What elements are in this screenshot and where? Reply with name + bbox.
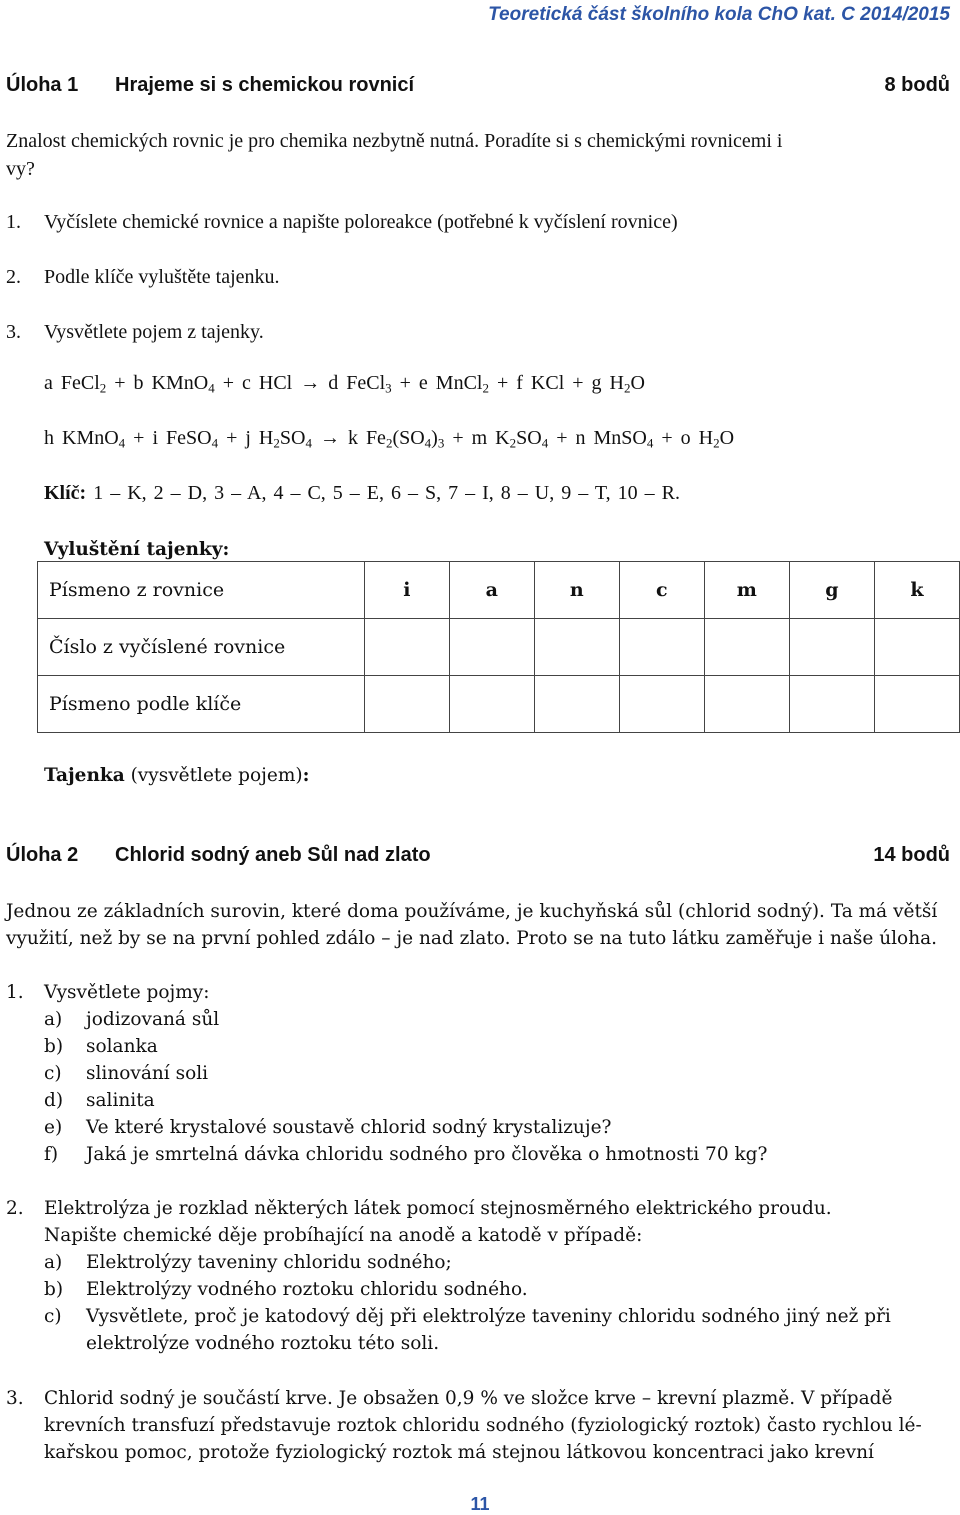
solution-label: Vyluštění tajenky: <box>44 539 230 560</box>
task1-item-text: Vyčíslete chemické rovnice a napište poloreakce (potřebné k vyčíslení rovnice) <box>44 211 678 233</box>
row-label-key-letters: Písmeno podle klíče <box>38 676 365 733</box>
tajenka-line <box>44 762 309 789</box>
key-letter-cell[interactable] <box>534 676 619 733</box>
key-letter-cell[interactable] <box>449 676 534 733</box>
q3-line1: Chlorid sodný je součástí krve. Je obsažen 0,9 % ve složce krve – krevní plazmě. V případě <box>44 1388 893 1409</box>
tajenka-colon: : <box>302 765 310 786</box>
task1-title: Hrajeme si s chemickou rovnicí <box>115 74 415 96</box>
key-letter-cell[interactable] <box>704 676 789 733</box>
task1-points: 8 bodů <box>884 74 950 96</box>
list-item: c) slinování soli <box>44 1063 209 1084</box>
task1-item-text: Vysvětlete pojem z tajenky. <box>44 321 264 343</box>
key-letter-cell[interactable] <box>789 676 874 733</box>
number-cell[interactable] <box>534 619 619 676</box>
task1-intro-line1: Znalost chemických rovnic je pro chemika nezbytně nutná. Poradíte si s chemickými rovnicemi i <box>6 130 783 152</box>
list-item: a) jodizovaná sůl <box>44 1009 220 1030</box>
tajenka-label: Tajenka <box>44 765 125 786</box>
task2-title: Chlorid sodný aneb Sůl nad zlato <box>115 844 431 866</box>
equation-1: a FeCl$_2$ + b KMnO$_4$ + c HCl → d FeCl$_3$ + e MnCl$_2$ + f KCl + g $H_2O$ <box>44 372 645 396</box>
table-row <box>38 619 960 676</box>
key-letter-cell[interactable] <box>364 676 449 733</box>
key-text: 1 – K, 2 – D, 3 – A, 4 – C, 5 – E, 6 – S, 7 – I, 8 – U, 9 – T, 10 – R. <box>86 482 680 504</box>
letter-cell: n <box>534 562 619 619</box>
number-cell[interactable] <box>789 619 874 676</box>
task1-item-text: Podle klíče vyluštěte tajenku. <box>44 266 280 288</box>
task2-intro-line1: Jednou ze základních surovin, které doma používáme, je kuchyňská sůl (chlorid sodný). Ta má větší <box>6 901 938 922</box>
q2-line2: Napište chemické děje probíhající na anodě a katodě v případě: <box>44 1225 643 1246</box>
key-label: Klíč: <box>44 482 87 504</box>
letter-cell: g <box>789 562 874 619</box>
q3-line2: krevních transfuzí představuje roztok chloridu sodného (fyziologický roztok) často rychlou lé- <box>44 1415 922 1436</box>
letter-cell: k <box>874 562 959 619</box>
q2-line1: Elektrolýza je rozklad některých látek pomocí stejnosměrného elektrického proudu. <box>44 1198 832 1219</box>
letter-cell: c <box>619 562 704 619</box>
list-item: a) Elektrolýzy taveniny chloridu sodného; <box>44 1252 452 1273</box>
letter-cell: a <box>449 562 534 619</box>
number-cell[interactable] <box>874 619 959 676</box>
row-label-letters: Písmeno z rovnice <box>38 562 365 619</box>
tajenka-table <box>37 561 960 733</box>
number-cell[interactable] <box>704 619 789 676</box>
task1-item-num: 1. <box>6 211 21 233</box>
key-letter-cell[interactable] <box>619 676 704 733</box>
tajenka-note: (vysvětlete pojem) <box>124 765 303 786</box>
key-letter-cell[interactable] <box>874 676 959 733</box>
key-line <box>44 482 680 505</box>
table-row <box>38 676 960 733</box>
list-item: b) Elektrolýzy vodného roztoku chloridu sodného. <box>44 1279 528 1300</box>
task1-item-num: 3. <box>6 321 21 343</box>
list-item: f) Jaká je smrtelná dávka chloridu sodného pro člověka o hmotnosti 70 kg? <box>44 1144 768 1165</box>
task1-number: Úloha 1 <box>6 74 79 96</box>
row-label-numbers: Číslo z vyčíslené rovnice <box>38 619 365 676</box>
q2-sublist <box>44 1249 891 1357</box>
q1-num: 1. <box>6 982 24 1003</box>
task2-intro-line2: využití, než by se na první pohled zdálo – je nad zlato. Proto se na tuto látku zaměřuje i naše úloha. <box>6 928 938 949</box>
list-item: d) salinita <box>44 1090 155 1111</box>
q1-text: Vysvětlete pojmy: <box>44 982 210 1003</box>
task2-points: 14 bodů <box>873 844 950 866</box>
page-number: 11 <box>470 1494 490 1514</box>
list-item: c) Vysvětlete, proč je katodový děj při elektrolýze taveniny chloridu sodného jiný než při <box>44 1306 891 1327</box>
task1-item-num: 2. <box>6 266 21 288</box>
list-item: elektrolýze vodného roztoku této soli. <box>86 1333 440 1354</box>
task1-intro-line2: vy? <box>6 158 35 180</box>
number-cell[interactable] <box>449 619 534 676</box>
list-item: e) Ve které krystalové soustavě chlorid sodný krystalizuje? <box>44 1117 612 1138</box>
q3-line3: kařskou pomoc, protože fyziologický roztok má stejnou látkovou koncentraci jako krevní <box>44 1442 874 1463</box>
equation-2: h KMnO$_4$ + i FeSO$_4$ + j $H_2SO_4 \to k$ $Fe_2(SO_4)_3 + m$ $K_2SO_4 + n$ MnSO$_4$ + o $H_2O$ <box>44 427 735 451</box>
list-item: b) solanka <box>44 1036 158 1057</box>
task2-number: Úloha 2 <box>6 844 79 866</box>
page-header: Teoretická část školního kola ChO kat. C 2014/2015 <box>488 4 950 25</box>
table-row <box>38 562 960 619</box>
q1-sublist <box>44 1006 767 1168</box>
q3-num: 3. <box>6 1388 24 1409</box>
number-cell[interactable] <box>619 619 704 676</box>
q2-num: 2. <box>6 1198 24 1219</box>
number-cell[interactable] <box>364 619 449 676</box>
letter-cell: m <box>704 562 789 619</box>
letter-cell: i <box>364 562 449 619</box>
